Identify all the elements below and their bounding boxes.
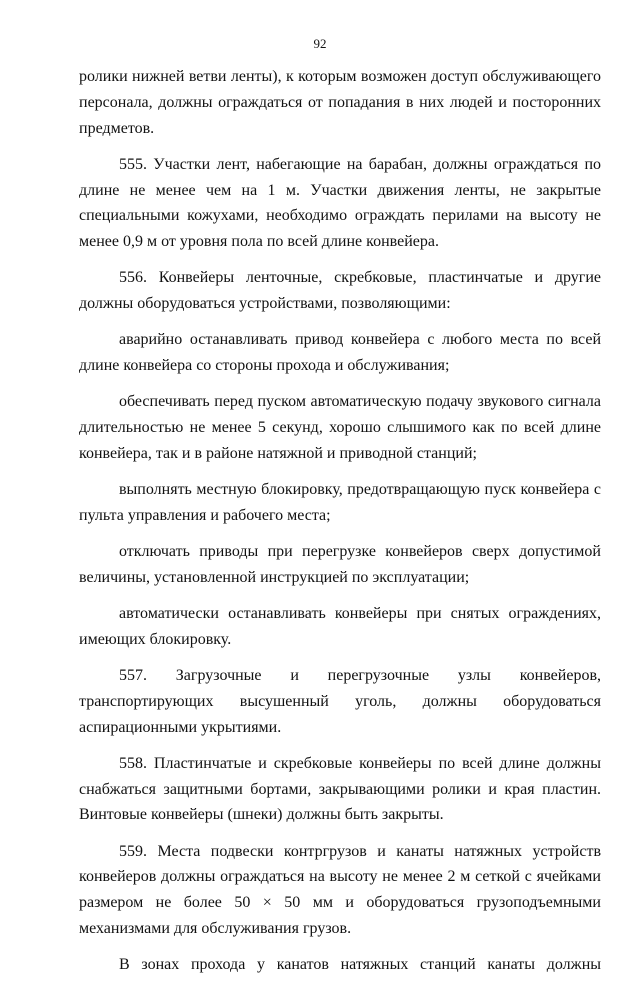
paragraph-continuation: ролики нижней ветви ленты), к которым возможен доступ обслуживающего персонала, должны ограждаться от попадания в них людей и посторонних предметов.: [79, 68, 601, 137]
paragraph-559: 559. Места подвески контргрузов и канаты натяжных устройств конвейеров должны ограждаться на высоту не менее 2 м сеткой с ячейками размером не более 50 × 50 мм и оборудоваться грузоподъемными механизмами для обслуживания грузов.: [79, 842, 601, 938]
body-text: [79, 64, 601, 988]
list-item-guard-stop: автоматически останавливать конвейеры при снятых ограждениях, имеющих блокировку.: [79, 605, 601, 648]
paragraph-555: 555. Участки лент, набегающие на барабан, должны ограждаться по длине не менее чем на 1 м. Участки движения ленты, не закрытые специальными кожухами, необходимо ограждать перилами на высоту не менее 0,9 м от уровня пола по всей длине конвейера.: [79, 155, 601, 251]
list-item-local-lock: выполнять местную блокировку, предотвращающую пуск конвейера с пульта управления и рабочего места;: [79, 481, 601, 524]
list-item-sound-signal: обеспечивать перед пуском автоматическую подачу звукового сигнала длительностью не менее 5 секунд, хорошо слышимого как по всей длине конвейера, так и в районе натяжной и приводной станций;: [79, 393, 601, 462]
list-item-overload-cutoff: отключать приводы при перегрузке конвейеров сверх допустимой величины, установленной инструкцией по эксплуатации;: [79, 543, 601, 586]
paragraph-558: 558. Пластинчатые и скребковые конвейеры по всей длине должны снабжаться защитными бортами, закрывающими ролики и края пластин. Винтовые конвейеры (шнеки) должны быть закрыты.: [79, 754, 601, 824]
page-number: 92: [313, 36, 327, 51]
paragraph-557: 557. Загрузочные и перегрузочные узлы конвейеров, транспортирующих высушенный уголь, должны оборудоваться аспирационными укрытиями.: [79, 667, 601, 736]
paragraph-556: 556. Конвейеры ленточные, скребковые, пластинчатые и другие должны оборудоваться устройствами, позволяющими:: [79, 269, 601, 313]
paragraph-passage-zones: В зонах прохода у канатов натяжных станций канаты должны: [119, 956, 601, 974]
list-item-emergency-stop: аварийно останавливать привод конвейера с любого места по всей длине конвейера со стороны прохода и обслуживания;: [79, 331, 601, 375]
